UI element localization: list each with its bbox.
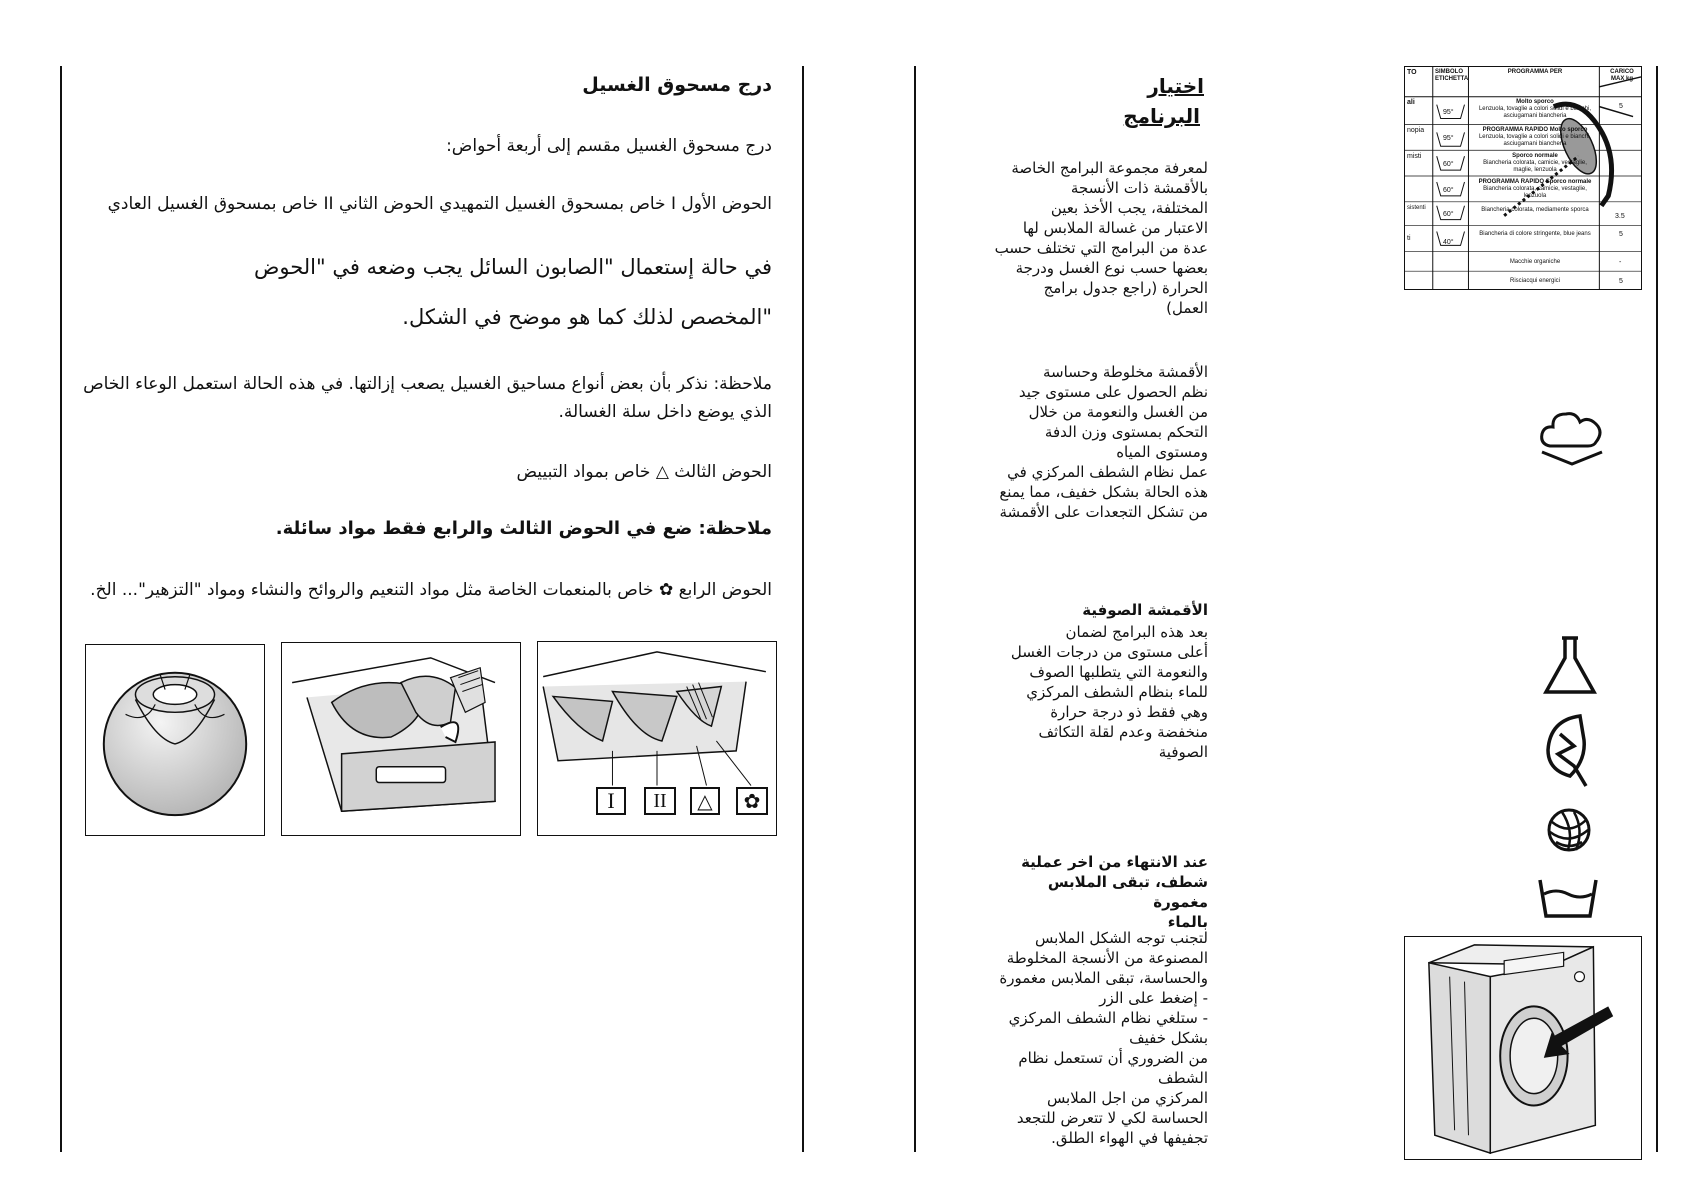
table-row: sistenti 60° Biancheria colorata, mediamente sporca 3.5	[1407, 205, 1625, 220]
table-header-max-load: CARICO MAX kg	[1610, 69, 1634, 82]
page-rule-mid-left	[802, 66, 804, 1152]
drawer-liquid-figure	[281, 642, 521, 836]
mixed-fabrics-text: الأقمشة مخلوطة وحساسة نظم الحصول على مستوى جيد من الغسل والنعومة من خلال التحكم بمستوى وزن الدفة ومستوى المياه عمل نظام الشطف المركزي في هذه الحالة بشكل خفيف، مما يمنع من تشكل التجعدات على الأقمشة	[999, 363, 1208, 521]
table-row: Risciacqui energici 5	[1509, 278, 1623, 285]
table-row: ali 95° Molto sporco Lenzuola, tovaglie a colori solidi e bianchi, asciugamani biancheria 5	[1407, 99, 1623, 119]
synthetic-flask-icon	[1540, 634, 1600, 698]
wool-text: بعد هذه البرامج لضمان أعلى مستوى من درجات الغسل والنعومة التي يتطلبها الصوف للماء بنظام الشطف المركزي وهي فقط ذو درجة حرارة منخفضة وعدم لقلة التكاثف الصوفية	[1010, 623, 1208, 761]
paragraph-liquid-1: في حالة إستعمال "الصابون السائل يجب وضعه في "الحوض	[253, 255, 772, 279]
table-row: Macchie organiche -	[1509, 259, 1622, 266]
drawer-compartments-figure	[537, 641, 777, 836]
table-row: ti 40° Biancheria di colore stringente, blue jeans 5	[1407, 231, 1623, 246]
paragraph-bleach: الحوض الثالث △ خاص بمواد التبييض	[516, 462, 772, 482]
page-rule-right	[1656, 66, 1658, 1152]
note-detergent-2: الذي يوضع داخل سلة الغسالة.	[558, 402, 772, 422]
page-rule-left	[60, 66, 62, 1152]
paragraph-compartments: الحوض الأول I خاص بمسحوق الغسيل التمهيدي الحوض الثاني II خاص بمسحوق الغسيل العادي	[107, 194, 772, 214]
paragraph-liquid-2: "المخصص لذلك كما هو موضح في الشكل.	[402, 305, 772, 329]
easy-iron-icon	[1536, 408, 1608, 470]
paragraph-softener: الحوض الرابع ✿ خاص بالمنعمات الخاصة مثل مواد التنعيم والروائح والنشاء ومواد "التزهير"... الخ.	[90, 580, 772, 600]
section-heading-choose: اختيار	[1147, 74, 1204, 98]
compartment-label-bleach: △	[690, 787, 720, 815]
compartment-label-ii: II	[644, 787, 676, 815]
note-detergent-1: ملاحظة: نذكر بأن بعض أنواع مساحيق الغسيل يصعب إزالتها. في هذه الحالة استعمل الوعاء الخاص	[83, 374, 772, 394]
rinse-hold-text: عند الانتهاء من اخر عملية شطف، تبقى الملابس مغمورة بالماء	[1021, 853, 1208, 931]
program-table	[1404, 66, 1642, 290]
washing-machine-figure	[1404, 936, 1642, 1160]
wool-ball-icon	[1544, 806, 1594, 854]
table-row: misti 60° Sporco normale Biancheria colorata, camicie, vestaglie, maglie, lenzuola	[1407, 153, 1587, 173]
table-header-to: TO	[1407, 69, 1417, 76]
table-row: nopia 95° PROGRAMMA RAPIDO Molto sporco Lenzuola, tovaglie a colori solidi e bianchi, asciugamani biancheria	[1407, 127, 1592, 147]
delicates-feather-icon	[1540, 710, 1596, 790]
page-title: درج مسحوق الغسيل	[582, 74, 772, 96]
compartment-label-i: I	[596, 787, 626, 815]
rinse-hold-details: لتجنب توجه الشكل الملابس المصنوعة من الأنسجة المخلوطة والحساسة، تبقى الملابس مغمورة - إضغط على الزر - ستلغي نظام الشطف المركزي بشكل خفيف من الضروري أن تستعمل نظام الشطف المركزي من اجل الملابس الحساسة لكي لا تتعرض للتجعد تجفيفها في الهواء الطلق.	[999, 929, 1208, 1147]
page-rule-mid-right	[914, 66, 916, 1152]
compartment-label-softener: ✿	[736, 787, 768, 815]
table-header-program: PROGRAMMA PER	[1507, 69, 1563, 75]
table-row: 60° PROGRAMMA RAPIDO Sporco normale Biancheria colorata, camicie, vestaglie, lenzuola	[1443, 179, 1592, 199]
wool-heading: الأقمشة الصوفية	[1082, 601, 1208, 619]
dosing-ball-figure	[85, 644, 265, 836]
rinse-hold-tub-icon	[1536, 876, 1600, 920]
paragraph-intro: درج مسحوق الغسيل مقسم إلى أربعة أحواض:	[446, 136, 772, 156]
note-liquids: ملاحظة: ضع في الحوض الثالث والرابع فقط مواد سائلة.	[275, 518, 772, 539]
section-heading-program: البرنامج	[1123, 104, 1200, 128]
program-intro-text: لمعرفة مجموعة البرامج الخاصة بالأقمشة ذات الأنسجة المختلفة، يجب الأخذ بعين الاعتبار من غسالة الملابس لها عدة من البرامج التي تختلف حسب بعضها حسب نوع الغسل ودرجة الحرارة (راجع جدول برامج العمل)	[994, 159, 1208, 317]
table-header-symbol: SIMBOLO ETICHETTA	[1435, 69, 1469, 82]
